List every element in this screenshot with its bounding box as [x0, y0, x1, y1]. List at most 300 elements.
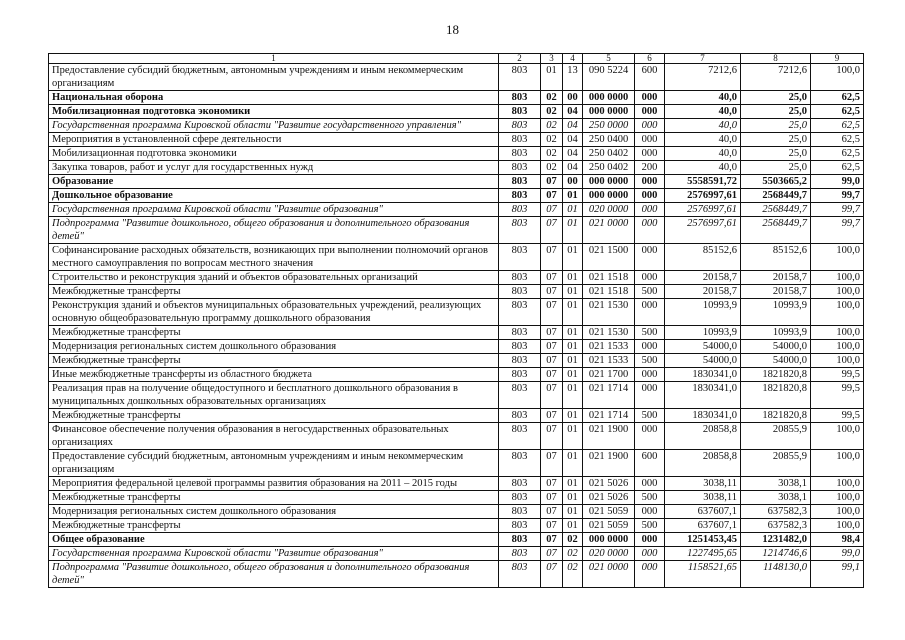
- row-actual-amount: 2568449,7: [741, 217, 811, 244]
- row-section: 07: [541, 477, 563, 491]
- row-name: Межбюджетные трансферты: [49, 285, 499, 299]
- row-target-article: 021 1500: [583, 244, 635, 271]
- table-row: [49, 340, 864, 354]
- row-name: Подпрограмма "Развитие дошкольного, общего образования и дополнительного образования детей": [49, 561, 499, 588]
- table-row: [49, 175, 864, 189]
- row-section: 07: [541, 491, 563, 505]
- row-expense-type: 000: [635, 368, 665, 382]
- row-section: 07: [541, 409, 563, 423]
- row-section: 07: [541, 203, 563, 217]
- row-subsection: 04: [563, 119, 583, 133]
- row-percent: 100,0: [811, 326, 864, 340]
- column-header: 4: [563, 54, 583, 64]
- row-expense-type: 000: [635, 340, 665, 354]
- row-name: Межбюджетные трансферты: [49, 409, 499, 423]
- row-admin-code: 803: [499, 533, 541, 547]
- row-expense-type: 500: [635, 409, 665, 423]
- row-admin-code: 803: [499, 175, 541, 189]
- row-subsection: 02: [563, 547, 583, 561]
- column-header: 6: [635, 54, 665, 64]
- row-actual-amount: 1821820,8: [741, 368, 811, 382]
- row-name: Модернизация региональных систем дошкольного образования: [49, 340, 499, 354]
- row-planned-amount: 1251453,45: [665, 533, 741, 547]
- table-row: [49, 133, 864, 147]
- row-subsection: 01: [563, 477, 583, 491]
- table-row: [49, 368, 864, 382]
- row-section: 02: [541, 91, 563, 105]
- row-section: 07: [541, 561, 563, 588]
- row-subsection: 01: [563, 340, 583, 354]
- row-admin-code: 803: [499, 133, 541, 147]
- row-target-article: 021 5059: [583, 505, 635, 519]
- table-row: [49, 299, 864, 326]
- row-admin-code: 803: [499, 244, 541, 271]
- table-row: [49, 271, 864, 285]
- table-row: [49, 354, 864, 368]
- budget-table: [48, 53, 864, 588]
- row-expense-type: 500: [635, 354, 665, 368]
- column-header: 9: [811, 54, 864, 64]
- row-target-article: 021 1900: [583, 423, 635, 450]
- row-admin-code: 803: [499, 477, 541, 491]
- row-planned-amount: 2576997,61: [665, 203, 741, 217]
- row-actual-amount: 637582,3: [741, 505, 811, 519]
- row-target-article: 021 1533: [583, 340, 635, 354]
- row-expense-type: 000: [635, 382, 665, 409]
- row-name: Предоставление субсидий бюджетным, автономным учреждениям и иным некоммерческим организациям: [49, 450, 499, 477]
- row-admin-code: 803: [499, 450, 541, 477]
- row-actual-amount: 25,0: [741, 133, 811, 147]
- column-header: 1: [49, 54, 499, 64]
- row-expense-type: 500: [635, 285, 665, 299]
- row-planned-amount: 1830341,0: [665, 368, 741, 382]
- row-percent: 99,5: [811, 382, 864, 409]
- row-subsection: 01: [563, 244, 583, 271]
- row-target-article: 021 5026: [583, 491, 635, 505]
- row-subsection: 01: [563, 203, 583, 217]
- row-actual-amount: 3038,1: [741, 477, 811, 491]
- row-admin-code: 803: [499, 561, 541, 588]
- row-subsection: 01: [563, 491, 583, 505]
- row-admin-code: 803: [499, 547, 541, 561]
- row-percent: 100,0: [811, 354, 864, 368]
- row-target-article: 000 0000: [583, 105, 635, 119]
- row-planned-amount: 54000,0: [665, 354, 741, 368]
- row-target-article: 021 1900: [583, 450, 635, 477]
- row-target-article: 020 0000: [583, 203, 635, 217]
- row-section: 07: [541, 533, 563, 547]
- row-section: 07: [541, 326, 563, 340]
- row-admin-code: 803: [499, 189, 541, 203]
- row-planned-amount: 54000,0: [665, 340, 741, 354]
- row-admin-code: 803: [499, 505, 541, 519]
- row-planned-amount: 40,0: [665, 161, 741, 175]
- row-admin-code: 803: [499, 91, 541, 105]
- row-expense-type: 000: [635, 547, 665, 561]
- row-target-article: 021 1530: [583, 299, 635, 326]
- row-admin-code: 803: [499, 423, 541, 450]
- row-section: 07: [541, 519, 563, 533]
- row-percent: 100,0: [811, 340, 864, 354]
- row-admin-code: 803: [499, 147, 541, 161]
- row-subsection: 01: [563, 409, 583, 423]
- row-subsection: 04: [563, 161, 583, 175]
- row-planned-amount: 1830341,0: [665, 409, 741, 423]
- row-name: Подпрограмма "Развитие дошкольного, общего образования и дополнительного образования детей": [49, 217, 499, 244]
- row-subsection: 04: [563, 147, 583, 161]
- column-header: 5: [583, 54, 635, 64]
- row-expense-type: 000: [635, 505, 665, 519]
- row-section: 02: [541, 161, 563, 175]
- row-planned-amount: 637607,1: [665, 505, 741, 519]
- row-admin-code: 803: [499, 271, 541, 285]
- row-subsection: 13: [563, 64, 583, 91]
- row-admin-code: 803: [499, 105, 541, 119]
- row-percent: 62,5: [811, 161, 864, 175]
- row-section: 07: [541, 382, 563, 409]
- row-name: Государственная программа Кировской области "Развитие государственного управления": [49, 119, 499, 133]
- row-percent: 100,0: [811, 519, 864, 533]
- row-section: 07: [541, 368, 563, 382]
- row-admin-code: 803: [499, 409, 541, 423]
- row-admin-code: 803: [499, 382, 541, 409]
- row-planned-amount: 20158,7: [665, 271, 741, 285]
- row-percent: 62,5: [811, 147, 864, 161]
- row-admin-code: 803: [499, 491, 541, 505]
- row-target-article: 000 0000: [583, 189, 635, 203]
- row-percent: 99,5: [811, 409, 864, 423]
- row-subsection: 01: [563, 354, 583, 368]
- row-expense-type: 000: [635, 189, 665, 203]
- row-target-article: 000 0000: [583, 533, 635, 547]
- table-row: [49, 147, 864, 161]
- column-header: 8: [741, 54, 811, 64]
- row-admin-code: 803: [499, 326, 541, 340]
- row-planned-amount: 10993,9: [665, 326, 741, 340]
- row-actual-amount: 20158,7: [741, 285, 811, 299]
- row-expense-type: 000: [635, 423, 665, 450]
- row-percent: 100,0: [811, 491, 864, 505]
- row-percent: 99,7: [811, 189, 864, 203]
- table-row: [49, 477, 864, 491]
- row-target-article: 090 5224: [583, 64, 635, 91]
- table-row: [49, 285, 864, 299]
- row-planned-amount: 7212,6: [665, 64, 741, 91]
- row-planned-amount: 3038,11: [665, 477, 741, 491]
- row-actual-amount: 2568449,7: [741, 203, 811, 217]
- row-name: Государственная программа Кировской области "Развитие образования": [49, 203, 499, 217]
- row-admin-code: 803: [499, 368, 541, 382]
- row-section: 07: [541, 340, 563, 354]
- row-subsection: 04: [563, 105, 583, 119]
- row-expense-type: 000: [635, 217, 665, 244]
- row-percent: 99,7: [811, 203, 864, 217]
- row-planned-amount: 2576997,61: [665, 189, 741, 203]
- row-subsection: 01: [563, 271, 583, 285]
- row-percent: 99,1: [811, 561, 864, 588]
- table-row: [49, 244, 864, 271]
- row-expense-type: 200: [635, 161, 665, 175]
- row-actual-amount: 10993,9: [741, 299, 811, 326]
- row-expense-type: 000: [635, 175, 665, 189]
- table-row: [49, 189, 864, 203]
- row-section: 07: [541, 285, 563, 299]
- row-subsection: 02: [563, 533, 583, 547]
- row-actual-amount: 1214746,6: [741, 547, 811, 561]
- table-row: [49, 64, 864, 91]
- row-actual-amount: 25,0: [741, 147, 811, 161]
- row-actual-amount: 25,0: [741, 105, 811, 119]
- row-admin-code: 803: [499, 340, 541, 354]
- row-admin-code: 803: [499, 161, 541, 175]
- row-section: 07: [541, 175, 563, 189]
- table-row: [49, 326, 864, 340]
- row-actual-amount: 25,0: [741, 119, 811, 133]
- row-subsection: 01: [563, 217, 583, 244]
- row-subsection: 01: [563, 368, 583, 382]
- row-admin-code: 803: [499, 519, 541, 533]
- row-section: 07: [541, 271, 563, 285]
- row-name: Государственная программа Кировской области "Развитие образования": [49, 547, 499, 561]
- row-admin-code: 803: [499, 203, 541, 217]
- row-subsection: 01: [563, 450, 583, 477]
- row-admin-code: 803: [499, 119, 541, 133]
- row-expense-type: 000: [635, 244, 665, 271]
- row-subsection: 04: [563, 133, 583, 147]
- row-target-article: 021 1518: [583, 285, 635, 299]
- row-planned-amount: 2576997,61: [665, 217, 741, 244]
- row-name: Межбюджетные трансферты: [49, 354, 499, 368]
- row-expense-type: 600: [635, 450, 665, 477]
- table-row: [49, 203, 864, 217]
- row-section: 02: [541, 105, 563, 119]
- row-actual-amount: 1821820,8: [741, 409, 811, 423]
- row-planned-amount: 1227495,65: [665, 547, 741, 561]
- row-section: 07: [541, 354, 563, 368]
- row-target-article: 020 0000: [583, 547, 635, 561]
- table-row: [49, 217, 864, 244]
- table-row: [49, 423, 864, 450]
- row-target-article: 021 1533: [583, 354, 635, 368]
- row-planned-amount: 85152,6: [665, 244, 741, 271]
- row-percent: 99,5: [811, 368, 864, 382]
- table-row: [49, 533, 864, 547]
- row-name: Мероприятия федеральной целевой программы развития образования на 2011 – 2015 годы: [49, 477, 499, 491]
- row-name: Межбюджетные трансферты: [49, 326, 499, 340]
- row-section: 07: [541, 299, 563, 326]
- row-subsection: 00: [563, 175, 583, 189]
- table-body: [49, 64, 864, 588]
- row-name: Мобилизационная подготовка экономики: [49, 105, 499, 119]
- row-percent: 100,0: [811, 505, 864, 519]
- row-percent: 99,0: [811, 175, 864, 189]
- row-target-article: 000 0000: [583, 175, 635, 189]
- table-row: [49, 382, 864, 409]
- row-planned-amount: 1830341,0: [665, 382, 741, 409]
- column-number-row: [49, 54, 864, 64]
- row-name: Софинансирование расходных обязательств, возникающих при выполнении полномочий органов местного самоуправления по вопросам местного значения: [49, 244, 499, 271]
- row-actual-amount: 2568449,7: [741, 189, 811, 203]
- row-actual-amount: 54000,0: [741, 354, 811, 368]
- row-planned-amount: 1158521,65: [665, 561, 741, 588]
- row-percent: 62,5: [811, 91, 864, 105]
- row-planned-amount: 40,0: [665, 119, 741, 133]
- row-name: Мобилизационная подготовка экономики: [49, 147, 499, 161]
- row-target-article: 021 1530: [583, 326, 635, 340]
- row-subsection: 01: [563, 189, 583, 203]
- row-percent: 99,0: [811, 547, 864, 561]
- row-percent: 100,0: [811, 64, 864, 91]
- table-row: [49, 105, 864, 119]
- row-name: Финансовое обеспечение получения образования в негосударственных образовательных организациях: [49, 423, 499, 450]
- row-actual-amount: 5503665,2: [741, 175, 811, 189]
- row-target-article: 021 5026: [583, 477, 635, 491]
- table-row: [49, 519, 864, 533]
- row-section: 02: [541, 119, 563, 133]
- row-expense-type: 500: [635, 519, 665, 533]
- row-subsection: 01: [563, 285, 583, 299]
- column-header: 2: [499, 54, 541, 64]
- row-percent: 100,0: [811, 271, 864, 285]
- row-planned-amount: 20858,8: [665, 423, 741, 450]
- row-target-article: 250 0402: [583, 147, 635, 161]
- row-expense-type: 500: [635, 326, 665, 340]
- row-actual-amount: 3038,1: [741, 491, 811, 505]
- row-target-article: 021 1714: [583, 409, 635, 423]
- row-target-article: 021 1700: [583, 368, 635, 382]
- row-planned-amount: 20158,7: [665, 285, 741, 299]
- row-percent: 100,0: [811, 423, 864, 450]
- table-row: [49, 505, 864, 519]
- table-row: [49, 450, 864, 477]
- row-planned-amount: 3038,11: [665, 491, 741, 505]
- table-row: [49, 547, 864, 561]
- row-expense-type: 600: [635, 64, 665, 91]
- row-expense-type: 000: [635, 91, 665, 105]
- row-name: Межбюджетные трансферты: [49, 519, 499, 533]
- row-expense-type: 000: [635, 533, 665, 547]
- row-section: 07: [541, 547, 563, 561]
- row-expense-type: 000: [635, 147, 665, 161]
- row-target-article: 021 5059: [583, 519, 635, 533]
- row-name: Реконструкция зданий и объектов муниципальных образовательных учреждений, реализующих основную общеобразовательную программу дошкольного образования: [49, 299, 499, 326]
- row-planned-amount: 40,0: [665, 91, 741, 105]
- row-section: 07: [541, 189, 563, 203]
- row-actual-amount: 20158,7: [741, 271, 811, 285]
- row-name: Закупка товаров, работ и услуг для государственных нужд: [49, 161, 499, 175]
- row-planned-amount: 40,0: [665, 105, 741, 119]
- row-expense-type: 000: [635, 271, 665, 285]
- row-percent: 62,5: [811, 105, 864, 119]
- row-target-article: 000 0000: [583, 91, 635, 105]
- row-section: 07: [541, 505, 563, 519]
- table-row: [49, 409, 864, 423]
- row-subsection: 00: [563, 91, 583, 105]
- row-actual-amount: 25,0: [741, 91, 811, 105]
- row-name: Образование: [49, 175, 499, 189]
- row-name: Общее образование: [49, 533, 499, 547]
- row-target-article: 021 1518: [583, 271, 635, 285]
- row-name: Модернизация региональных систем дошкольного образования: [49, 505, 499, 519]
- row-section: 07: [541, 423, 563, 450]
- row-planned-amount: 20858,8: [665, 450, 741, 477]
- row-expense-type: 000: [635, 119, 665, 133]
- row-actual-amount: 85152,6: [741, 244, 811, 271]
- row-target-article: 021 1714: [583, 382, 635, 409]
- budget-table-container: [48, 53, 863, 588]
- row-actual-amount: 54000,0: [741, 340, 811, 354]
- row-planned-amount: 637607,1: [665, 519, 741, 533]
- column-header: 7: [665, 54, 741, 64]
- row-expense-type: 000: [635, 203, 665, 217]
- table-row: [49, 491, 864, 505]
- row-admin-code: 803: [499, 64, 541, 91]
- row-target-article: 021 0000: [583, 217, 635, 244]
- row-percent: 100,0: [811, 299, 864, 326]
- row-admin-code: 803: [499, 285, 541, 299]
- row-actual-amount: 7212,6: [741, 64, 811, 91]
- row-section: 02: [541, 133, 563, 147]
- row-percent: 62,5: [811, 133, 864, 147]
- column-header: 3: [541, 54, 563, 64]
- row-actual-amount: 10993,9: [741, 326, 811, 340]
- row-subsection: 01: [563, 382, 583, 409]
- row-section: 01: [541, 64, 563, 91]
- row-planned-amount: 40,0: [665, 147, 741, 161]
- row-percent: 100,0: [811, 244, 864, 271]
- table-row: [49, 161, 864, 175]
- row-subsection: 01: [563, 505, 583, 519]
- row-name: Иные межбюджетные трансферты из областного бюджета: [49, 368, 499, 382]
- row-percent: 99,7: [811, 217, 864, 244]
- row-expense-type: 000: [635, 299, 665, 326]
- table-row: [49, 119, 864, 133]
- row-section: 07: [541, 450, 563, 477]
- row-subsection: 01: [563, 299, 583, 326]
- row-target-article: 250 0400: [583, 133, 635, 147]
- row-expense-type: 000: [635, 561, 665, 588]
- row-subsection: 01: [563, 423, 583, 450]
- row-target-article: 250 0000: [583, 119, 635, 133]
- row-name: Национальная оборона: [49, 91, 499, 105]
- row-name: Дошкольное образование: [49, 189, 499, 203]
- row-section: 07: [541, 217, 563, 244]
- row-actual-amount: 20855,9: [741, 423, 811, 450]
- row-admin-code: 803: [499, 217, 541, 244]
- row-planned-amount: 10993,9: [665, 299, 741, 326]
- row-expense-type: 000: [635, 105, 665, 119]
- row-subsection: 01: [563, 519, 583, 533]
- row-name: Межбюджетные трансферты: [49, 491, 499, 505]
- row-percent: 98,4: [811, 533, 864, 547]
- row-percent: 100,0: [811, 285, 864, 299]
- row-target-article: 021 0000: [583, 561, 635, 588]
- table-row: [49, 91, 864, 105]
- row-section: 07: [541, 244, 563, 271]
- row-section: 02: [541, 147, 563, 161]
- row-percent: 100,0: [811, 477, 864, 491]
- row-actual-amount: 637582,3: [741, 519, 811, 533]
- row-name: Строительство и реконструкция зданий и объектов образовательных организаций: [49, 271, 499, 285]
- row-expense-type: 000: [635, 477, 665, 491]
- page-number: 18: [446, 22, 459, 37]
- row-actual-amount: 25,0: [741, 161, 811, 175]
- row-percent: 62,5: [811, 119, 864, 133]
- row-planned-amount: 40,0: [665, 133, 741, 147]
- row-admin-code: 803: [499, 299, 541, 326]
- row-actual-amount: 1821820,8: [741, 382, 811, 409]
- row-actual-amount: 20855,9: [741, 450, 811, 477]
